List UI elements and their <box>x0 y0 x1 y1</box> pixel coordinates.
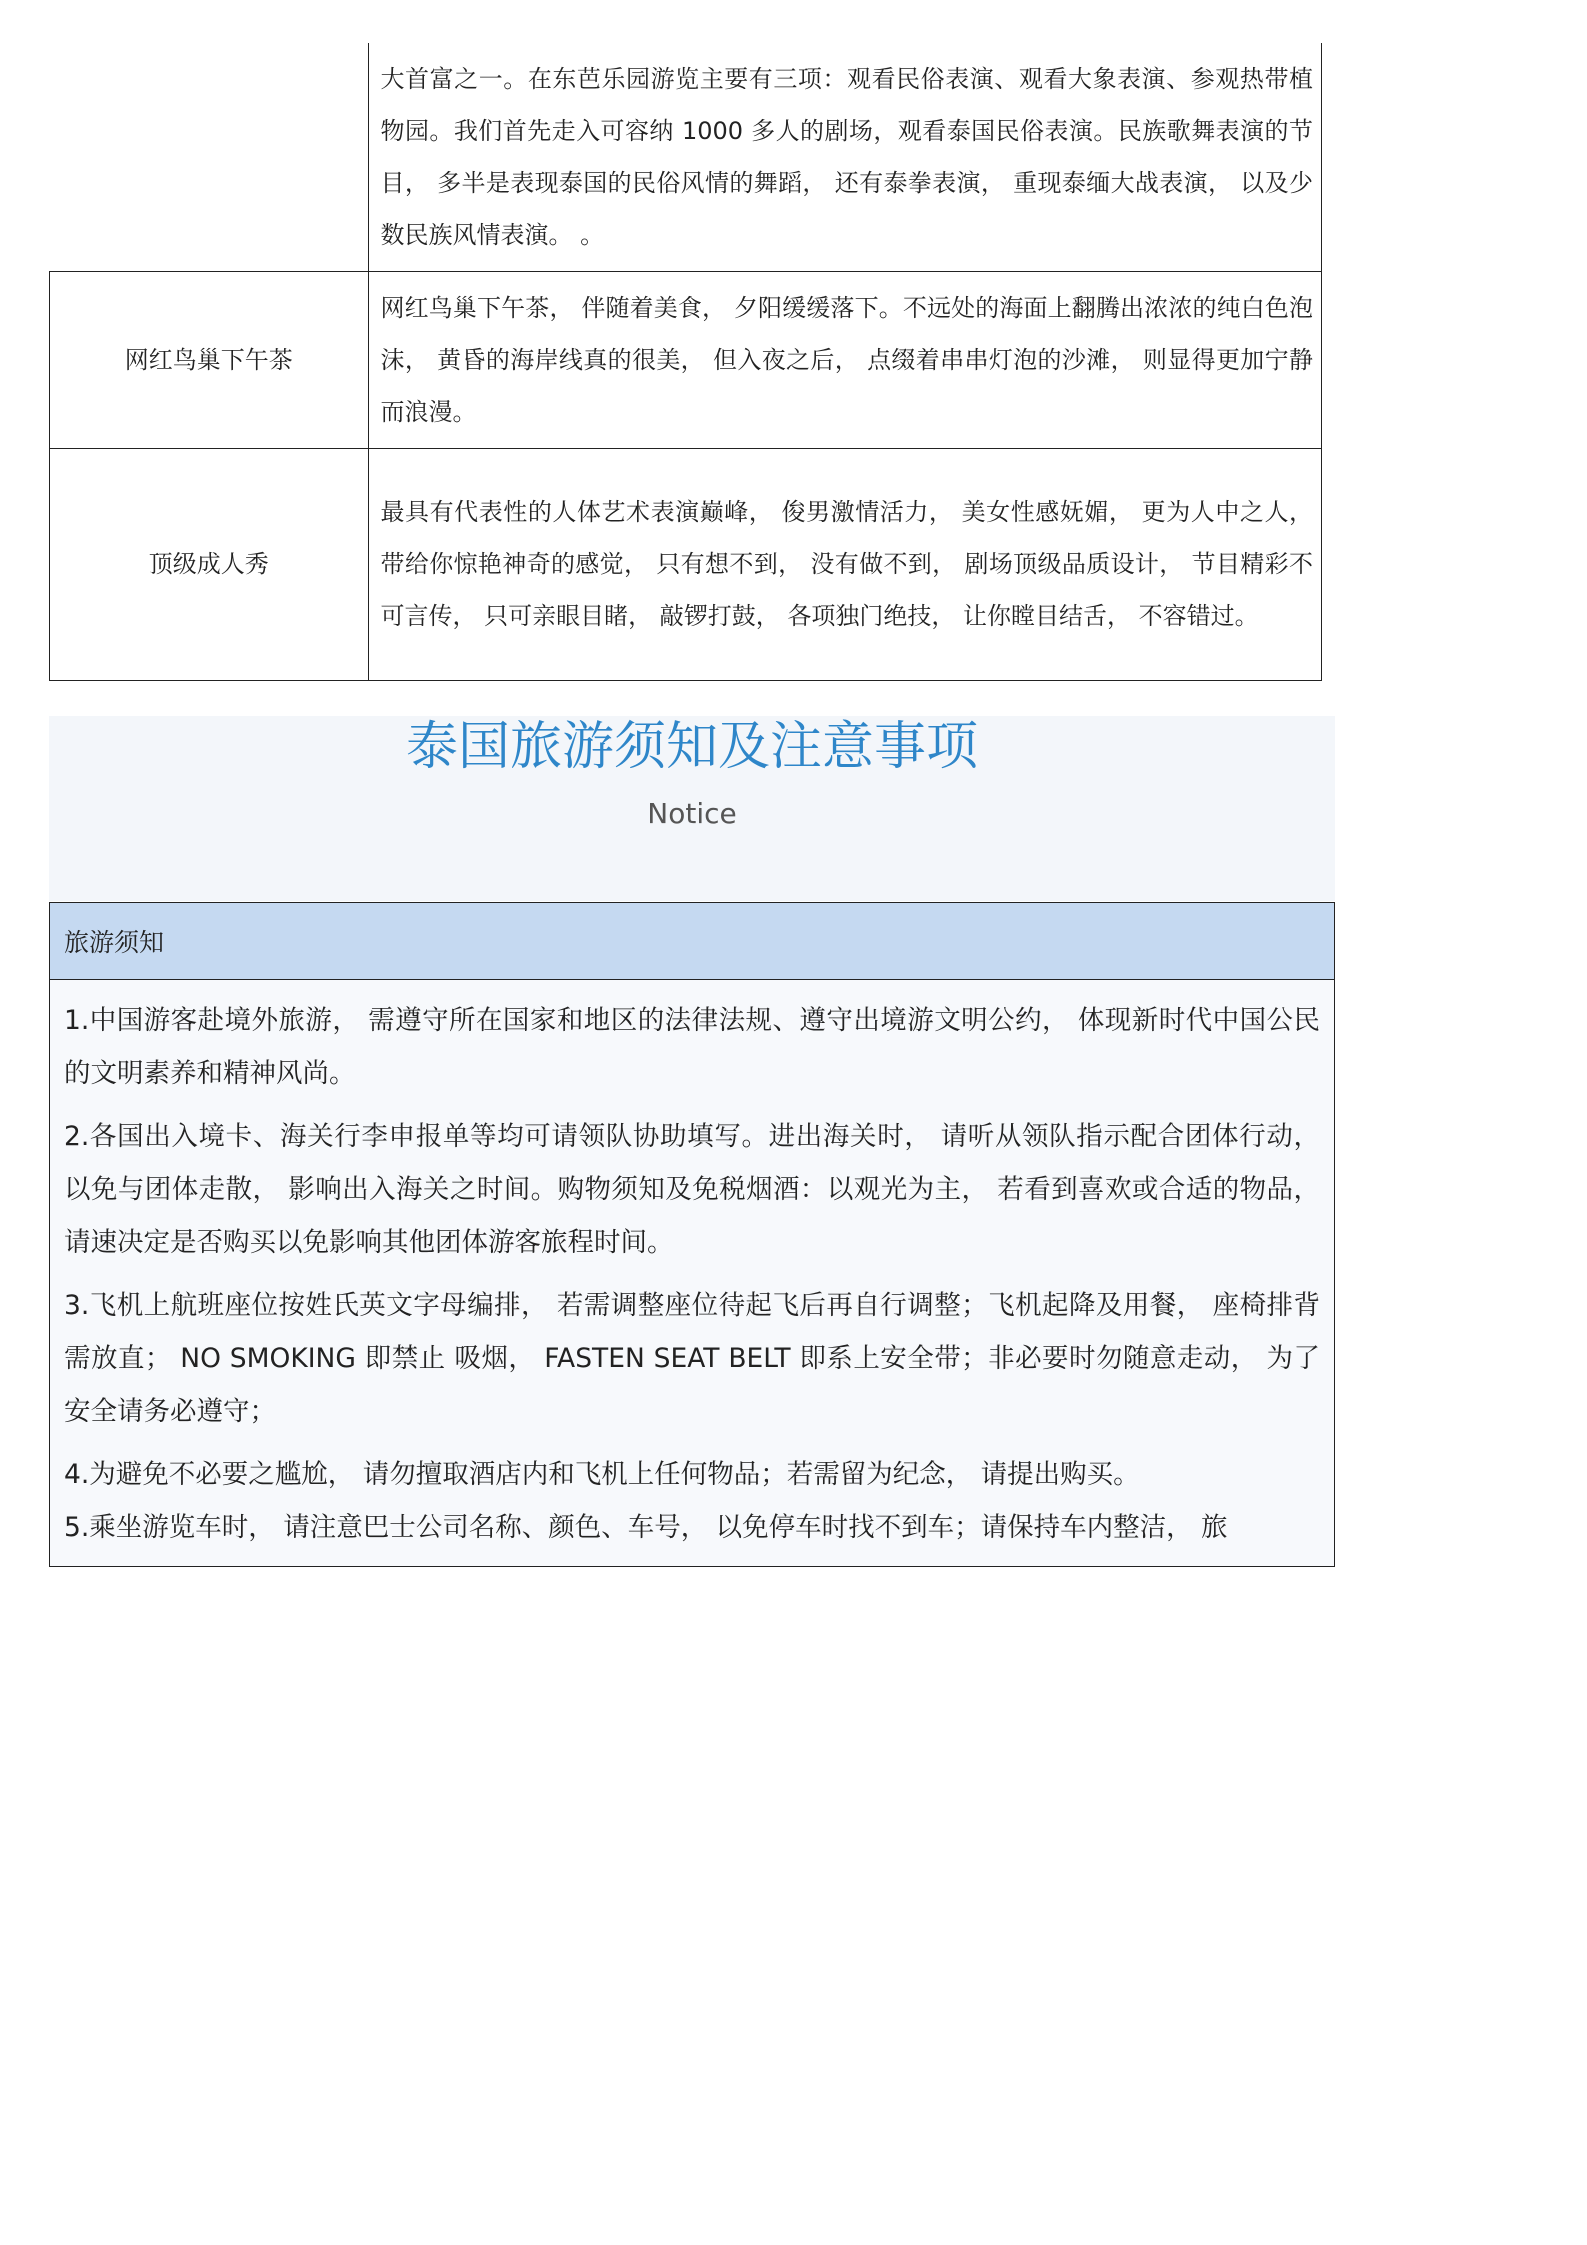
attraction-name-cell: 网红鸟巢下午茶 <box>50 271 369 448</box>
notice-box-heading: 旅游须知 <box>50 903 1334 980</box>
table-row <box>50 448 1322 680</box>
notice-item: 4.为避免不必要之尴尬， 请勿擅取酒店内和飞机上任何物品；若需留为纪念， 请提出购买。 <box>64 1459 1140 1490</box>
section-title: 泰国旅游须知及注意事项 <box>405 717 978 777</box>
attractions-table <box>49 43 1322 681</box>
table-row <box>50 271 1322 448</box>
attraction-desc-cell: 最具有代表性的人体艺术表演巅峰， 俊男激情活力， 美女性感妩媚， 更为人中之人， 带给你惊艳神奇的感觉， 只有想不到， 没有做不到， 剧场顶级品质设计， 节目精彩不可言传， 只可亲眼目睹， 敲锣打鼓， 各项独门绝技， 让你瞠目结舌， 不容错过。 <box>368 448 1322 680</box>
notice-box <box>49 902 1335 1567</box>
table-row <box>50 43 1322 271</box>
notice-item: 2.各国出入境卡、海关行李申报单等均可请领队协助填写。进出海关时， 请听从领队指示配合团体行动， 以免与团体走散， 影响出入海关之时间。购物须知及免税烟酒：以观光为主， 若看到喜欢或合适的物品， 请速决定是否购买以免影响其他团体游客旅程时间。 <box>64 1121 1320 1258</box>
section-subtitle: Notice <box>647 797 737 830</box>
notice-item: 5.乘坐游览车时， 请注意巴士公司名称、颜色、车号， 以免停车时找不到车；请保持车内整洁， 旅 <box>64 1512 1228 1543</box>
notice-list <box>50 980 1334 1554</box>
attraction-desc-cell: 大首富之一。在东芭乐园游览主要有三项：观看民俗表演、观看大象表演、参观热带植物园。我们首先走入可容纳 1000 多人的剧场，观看泰国民俗表演。民族歌舞表演的节目， 多半是表现泰国的民俗风情的舞蹈， 还有泰拳表演， 重现泰缅大战表演， 以及少数民族风情表演。 。 <box>368 43 1322 271</box>
notice-item: 3.飞机上航班座位按姓氏英文字母编排， 若需调整座位待起飞后再自行调整；飞机起降及用餐， 座椅排背需放直； NO SMOKING 即禁止 吸烟， FASTEN SEAT BELT 即系上安全带；非必要时勿随意走动， 为了安全请务必遵守； <box>64 1290 1320 1427</box>
notice-header <box>49 716 1335 901</box>
attraction-desc-cell: 网红鸟巢下午茶， 伴随着美食， 夕阳缓缓落下。不远处的海面上翻腾出浓浓的纯白色泡沫， 黄昏的海岸线真的很美， 但入夜之后， 点缀着串串灯泡的沙滩， 则显得更加宁静而浪漫。 <box>368 271 1322 448</box>
attraction-name-cell: 顶级成人秀 <box>50 448 369 680</box>
attraction-name-cell <box>50 43 369 271</box>
notice-item: 1.中国游客赴境外旅游， 需遵守所在国家和地区的法律法规、遵守出境游文明公约， 体现新时代中国公民的文明素养和精神风尚。 <box>64 1005 1320 1089</box>
